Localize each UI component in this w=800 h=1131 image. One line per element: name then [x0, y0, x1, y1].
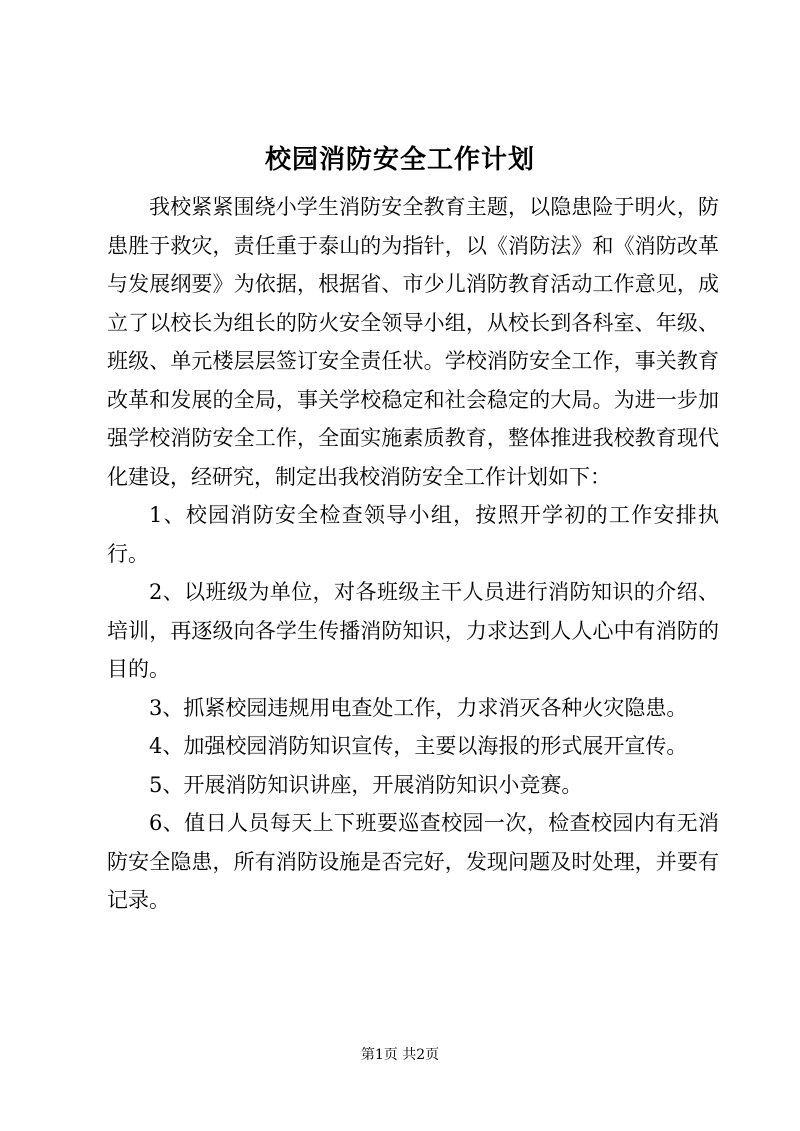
document-title: 校园消防安全工作计划: [264, 145, 535, 175]
paragraph-intro: 我校紧紧围绕小学生消防安全教育主题，以隐患险于明火，防患胜于救灾，责任重于泰山的为指针，以《消防法》和《消防改革与发展纲要》为依据，根据省、市少儿消防教育活动工作意见，成立了以校长为组长的防火安全领导小组，从校长到各科室、年级、班级、单元楼层层签订安全责任状。学校消防安全工作，事关教育改革和发展的全局，事关学校稳定和社会稳定的大局。为进一步加强学校消防安全工作，全面实施素质教育，整体推进我校教育现代化建设，经研究，制定出我校消防安全工作计划如下：: [107, 195, 719, 489]
paragraph-item-3: 3、抓紧校园违规用电查处工作，力求消灭各种火灾隐患。: [149, 695, 688, 720]
page-number-footer: 第1页 共2页: [360, 1047, 440, 1063]
paragraph-item-6: 6、值日人员每天上下班要巡查校园一次，检查校园内有无消防安全隐患，所有消防设施是否完好，发现问题及时处理，并要有记录。: [107, 811, 719, 912]
paragraph-item-1: 1、校园消防安全检查领导小组，按照开学初的工作安排执行。: [107, 503, 719, 566]
paragraph-item-4: 4、加强校园消防知识宣传，主要以海报的形式展开宣传。: [149, 734, 688, 758]
document-body: [107, 188, 719, 920]
paragraph-item-2: 2、以班级为单位，对各班级主干人员进行消防知识的介绍、培训，再逐级向各学生传播消防知识，力求达到人人心中有消防的目的。: [107, 580, 719, 681]
paragraph-item-5: 5、开展消防知识讲座，开展消防知识小竞赛。: [149, 772, 583, 797]
